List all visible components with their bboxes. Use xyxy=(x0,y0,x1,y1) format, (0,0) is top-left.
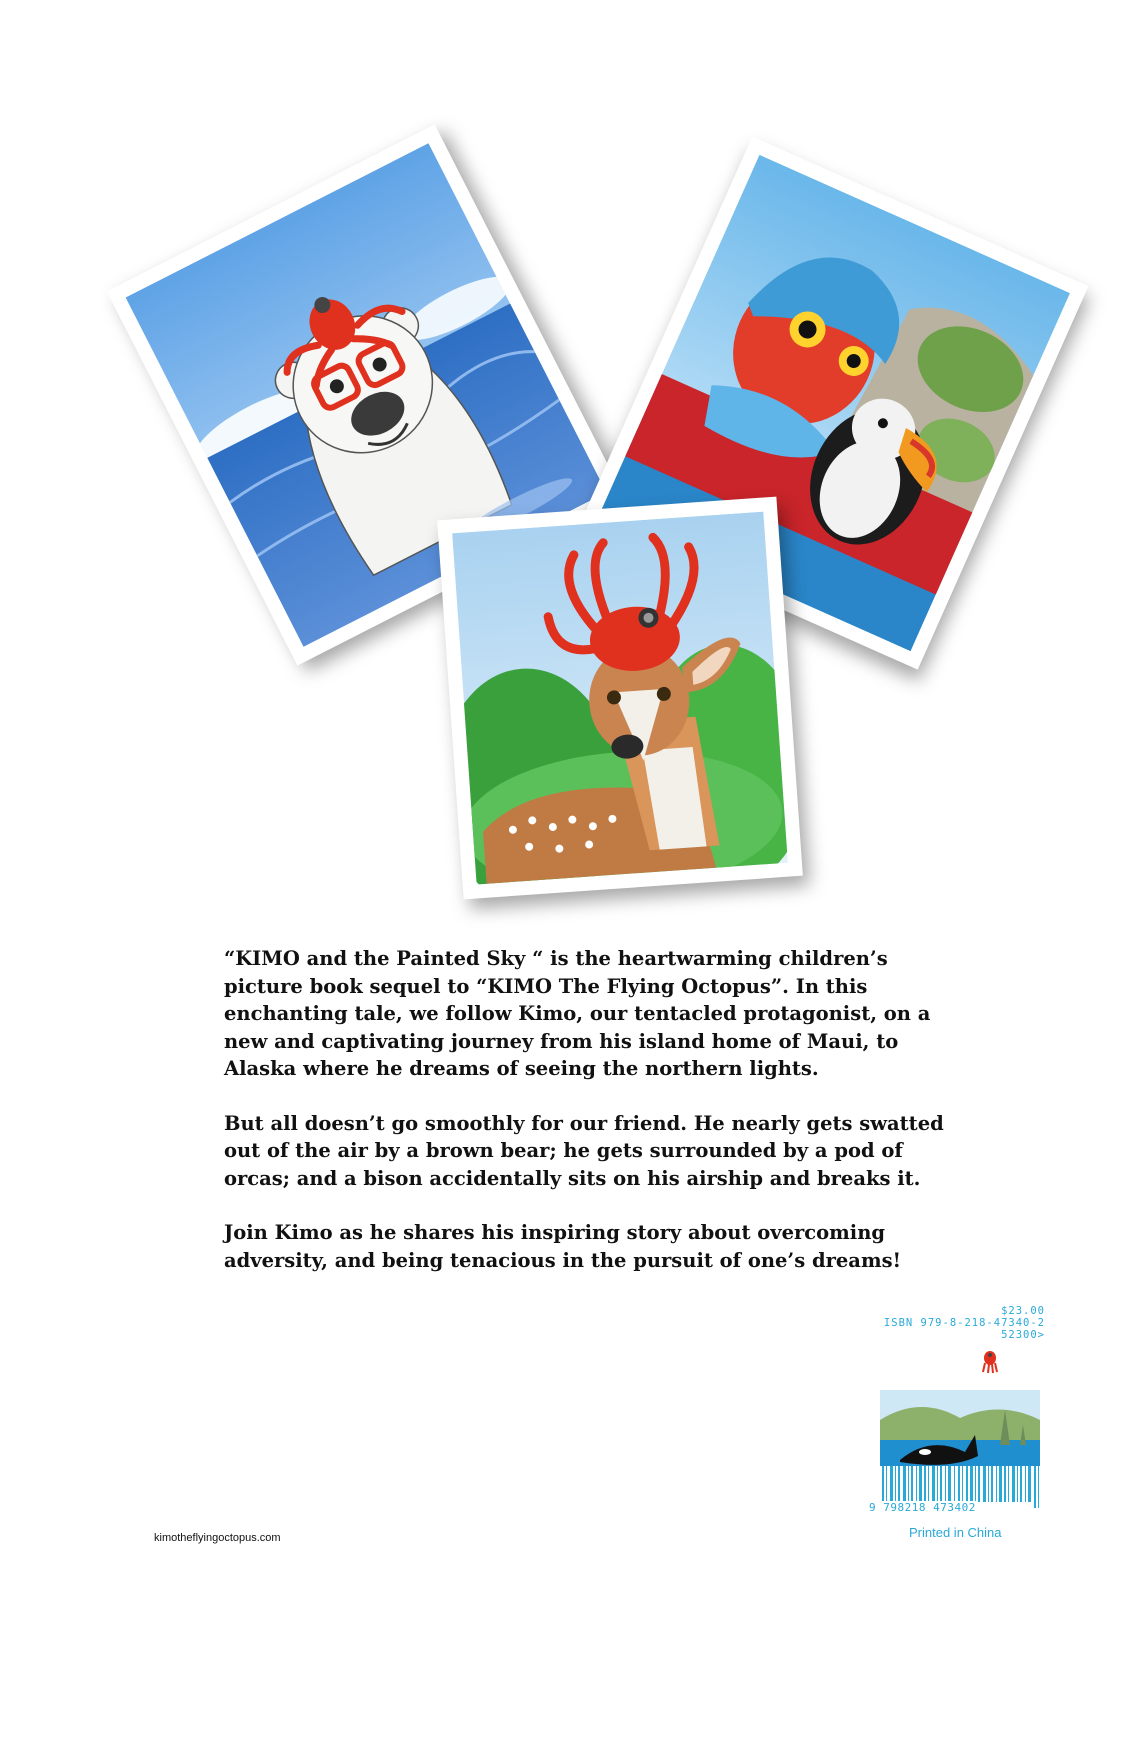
blurb-paragraph-1: “KIMO and the Painted Sky “ is the heartwarming children’s picture book sequel to “KIMO The Flying Octopus”. In this enchanting tale, we follow Kimo, our tentacled protagonist, on a new and captivating journey from his island home of Maui, to Alaska where he dreams of seeing the northern lights. xyxy=(224,947,931,1080)
website-url: kimotheflyingoctopus.com xyxy=(154,1532,281,1544)
orca-scene-thumbnail xyxy=(880,1390,1040,1470)
price-code-label: 52300> xyxy=(1001,1329,1045,1341)
blurb-paragraph-3: Join Kimo as he shares his inspiring story about overcoming adversity, and being tenacious in the pursuit of one’s dreams! xyxy=(224,1221,902,1272)
illustration-card-deer xyxy=(437,497,803,900)
blurb-paragraph-2: But all doesn’t go smoothly for our friend. He nearly gets swatted out of the air by a brown bear; he gets surrounded by a pod of orcas; and a bison accidentally sits on his airship and breaks it. xyxy=(224,1111,944,1190)
printed-in-label: Printed in China xyxy=(909,1525,1002,1540)
octopus-icon xyxy=(980,1350,1000,1374)
barcode-digits: 9 798218 473402 xyxy=(869,1501,976,1514)
back-cover-blurb xyxy=(224,945,964,1301)
isbn-barcode-block xyxy=(860,1305,1045,1545)
price-label: $23.00 xyxy=(1001,1305,1045,1317)
isbn-label: ISBN 979-8-218-47340-2 xyxy=(883,1317,1045,1329)
deer-illustration xyxy=(452,512,788,885)
